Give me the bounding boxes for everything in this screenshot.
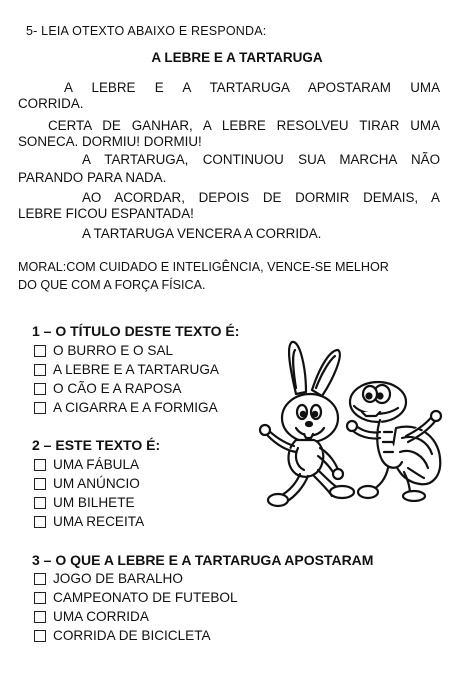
option-label: A LEBRE E A TARTARUGA [53,362,219,377]
q1-option[interactable] [34,400,218,415]
option-label: UM BILHETE [53,495,135,510]
story-line: AO ACORDAR, DEPOIS DE DORMIR DEMAIS, A [82,190,440,205]
option-label: CORRIDA DE BICICLETA [53,628,211,643]
question-2: 2 – ESTE TEXTO É: [32,437,161,453]
q2-option[interactable] [34,476,140,491]
story-line: A LEBRE E A TARTARUGA APOSTARAM UMA [64,80,440,95]
checkbox[interactable] [34,478,46,490]
checkbox[interactable] [34,497,46,509]
checkbox[interactable] [34,630,46,642]
question-1: 1 – O TÍTULO DESTE TEXTO É: [32,323,240,339]
option-label: UMA CORRIDA [53,609,149,624]
turtle-icon [340,372,448,502]
story-line: A TARTARUGA VENCERA A CORRIDA. [82,226,322,241]
checkbox[interactable] [34,345,46,357]
q3-option[interactable] [34,609,149,624]
story-line: CERTA DE GANHAR, A LEBRE RESOLVEU TIRAR UMA [48,118,440,133]
option-label: A CIGARRA E A FORMIGA [53,400,218,415]
checkbox[interactable] [34,383,46,395]
q3-option[interactable] [34,571,183,586]
question-3: 3 – O QUE A LEBRE E A TARTARUGA APOSTARAM [32,552,374,568]
checkbox[interactable] [34,364,46,376]
option-label: CAMPEONATO DE FUTEBOL [53,590,238,605]
checkbox[interactable] [34,592,46,604]
option-label: JOGO DE BARALHO [53,571,183,586]
story-line: SONECA. DORMIU! DORMIU! [18,134,202,149]
option-label: UMA RECEITA [53,514,145,529]
moral-line: MORAL:COM CUIDADO E INTELIGÊNCIA, VENCE-SE MELHOR [18,260,389,274]
q2-option[interactable] [34,457,139,472]
checkbox[interactable] [34,516,46,528]
checkbox[interactable] [34,402,46,414]
moral-line: DO QUE COM A FORÇA FÍSICA. [18,278,206,292]
q3-option[interactable] [34,628,211,643]
option-label: O CÃO E A RAPOSA [53,381,182,396]
option-label: UMA FÁBULA [53,457,140,472]
option-label: UM ANÚNCIO [53,476,140,491]
story-line: LEBRE FICOU ESPANTADA! [18,206,194,221]
option-label: O BURRO E O SAL [53,343,174,358]
q2-option[interactable] [34,514,144,529]
story-title: A LEBRE E A TARTARUGA [151,50,323,65]
checkbox[interactable] [34,459,46,471]
q2-option[interactable] [34,495,135,510]
story-line: A TARTARUGA, CONTINUOU SUA MARCHA NÃO [82,152,440,167]
q3-option[interactable] [34,590,238,605]
instruction: 5- LEIA OTEXTO ABAIXO E RESPONDA: [26,24,267,38]
q1-option[interactable] [34,343,173,358]
q1-option[interactable] [34,362,219,377]
checkbox[interactable] [34,611,46,623]
story-line: CORRIDA. [18,96,84,111]
story-line: PARANDO PARA NADA. [18,170,167,185]
q1-option[interactable] [34,381,181,396]
checkbox[interactable] [34,573,46,585]
